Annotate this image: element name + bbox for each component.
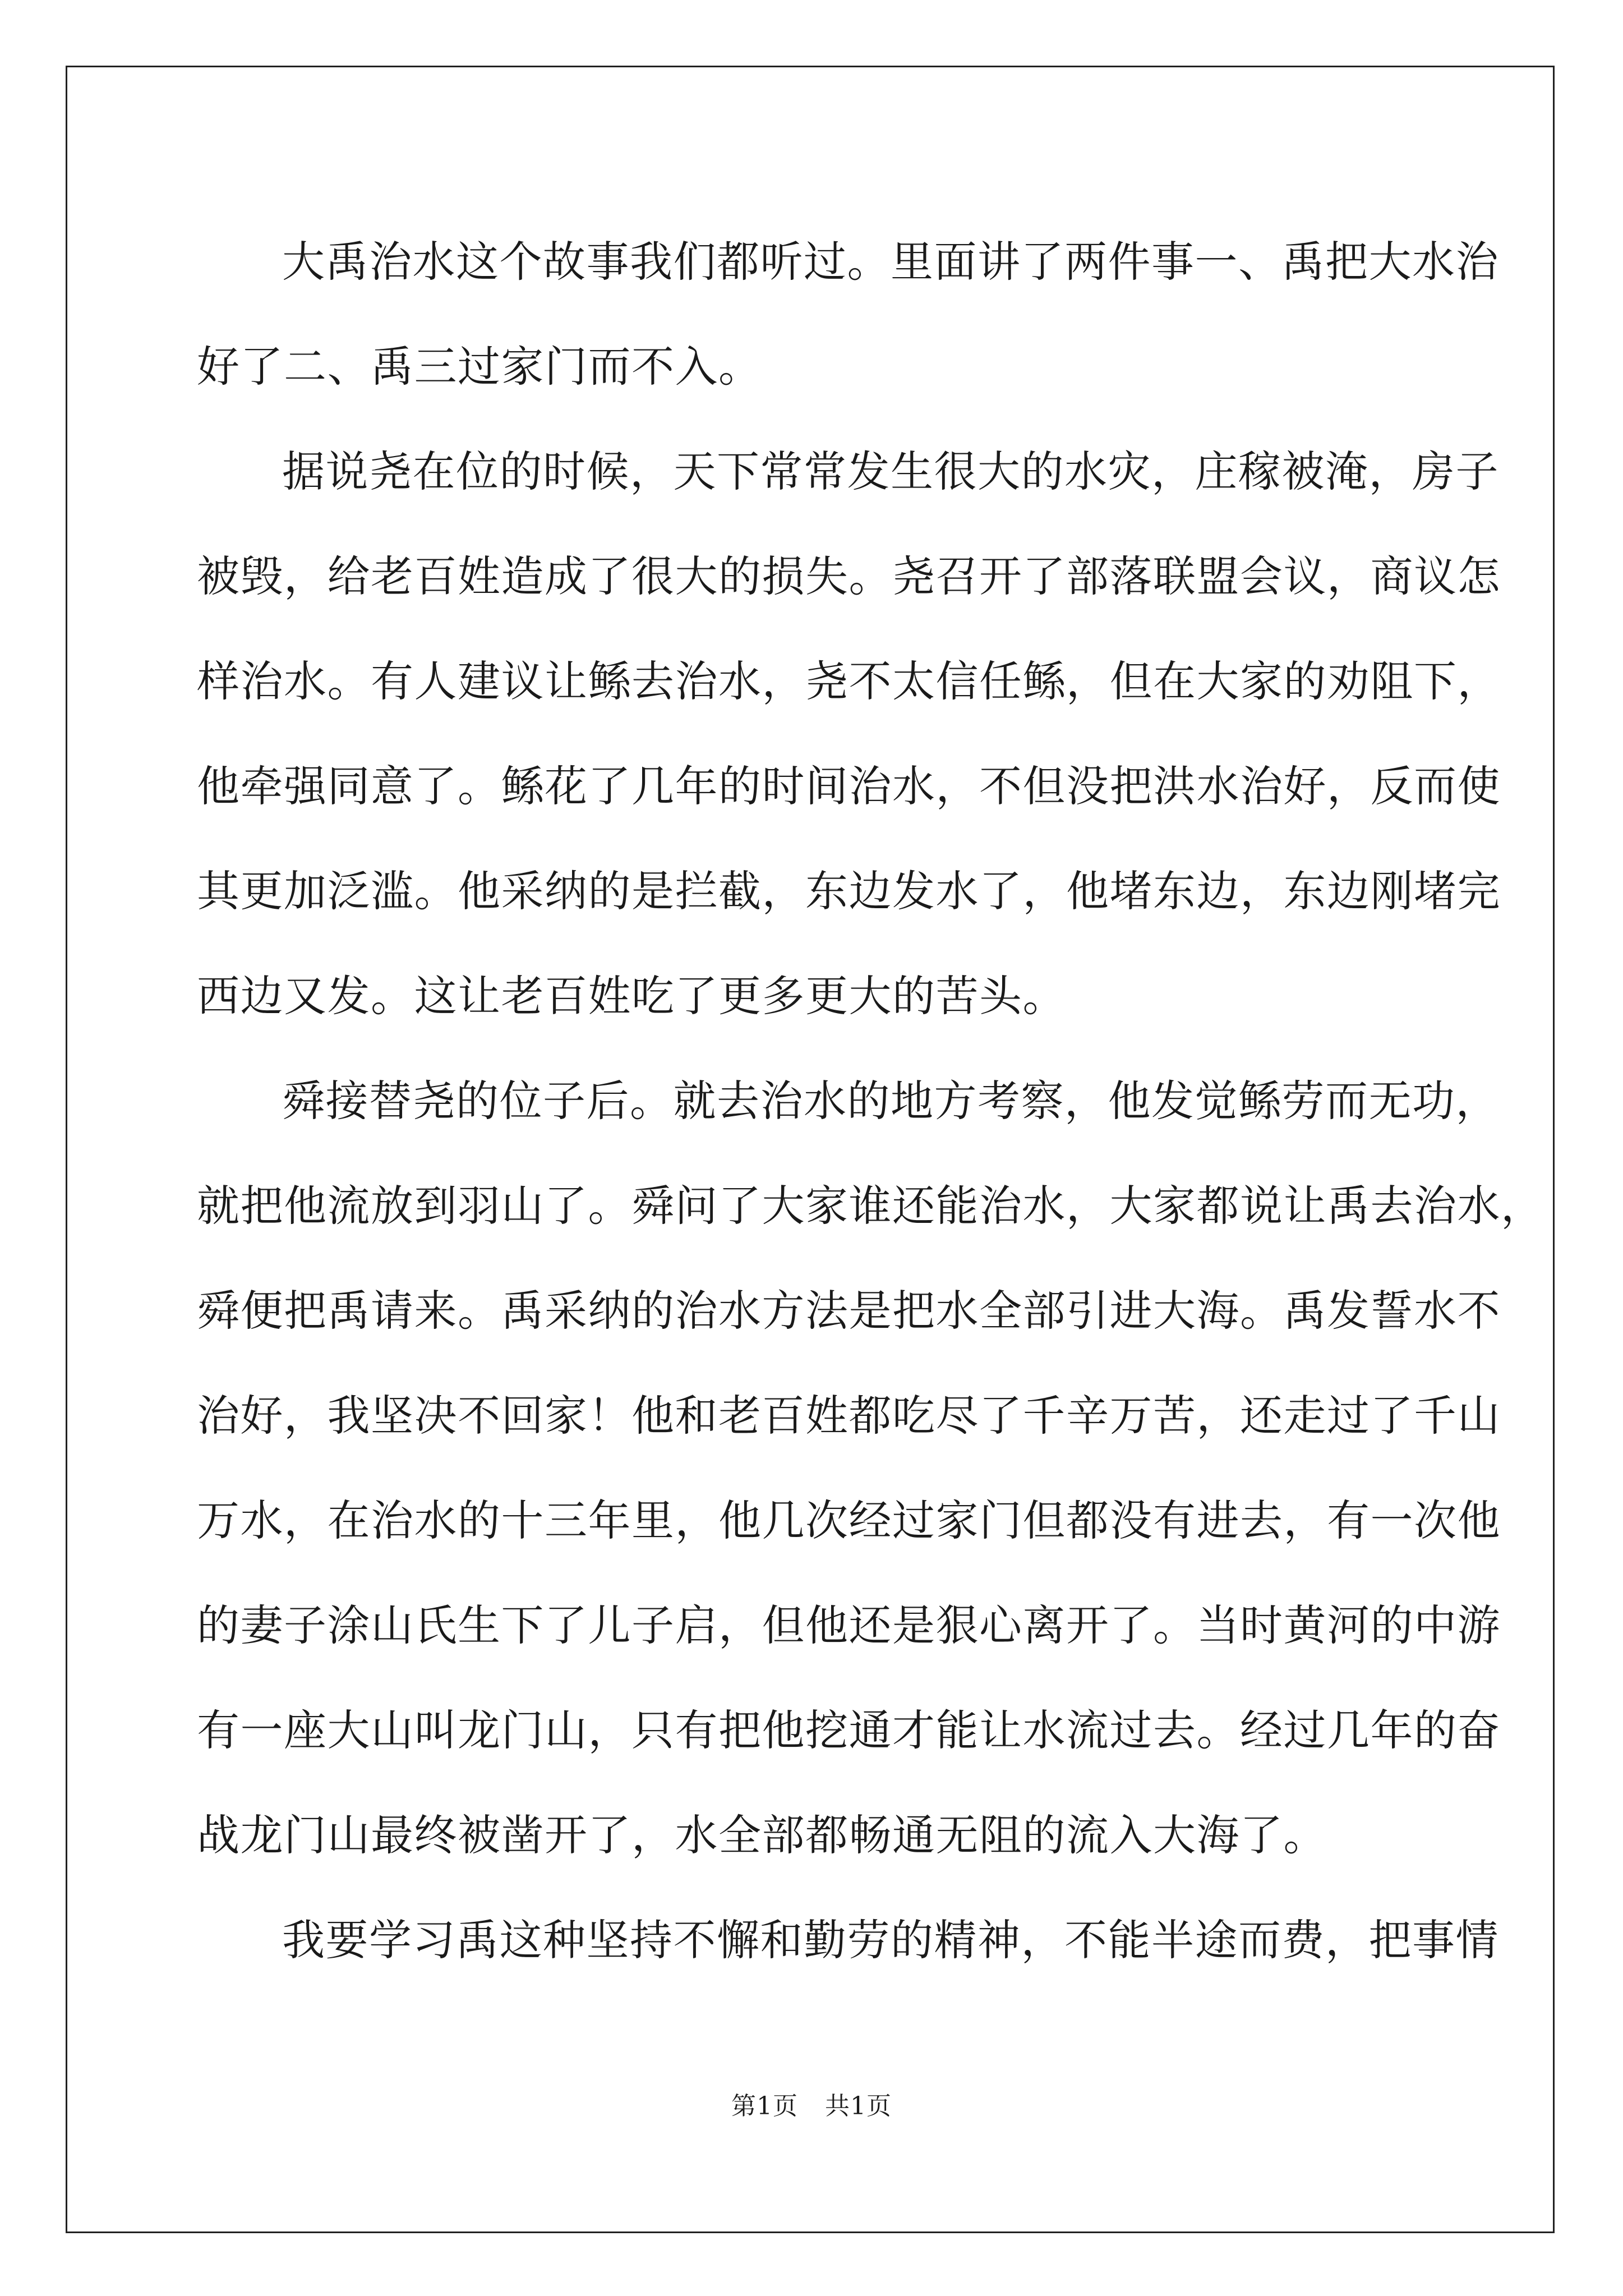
paragraph-line: 他牵强同意了。鲧花了几年的时间治水，不但没把洪水治好，反而使 bbox=[197, 761, 1501, 811]
paragraph-line: 战龙门山最终被凿开了，水全部都畅通无阻的流入大海了。 bbox=[197, 1810, 1327, 1860]
page-number: 第1页 bbox=[731, 2092, 798, 2120]
paragraph-1 bbox=[197, 209, 1499, 419]
paragraph-line: 舜接替尧的位子后。就去治水的地方考察，他发觉鲧劳而无功， bbox=[282, 1076, 1499, 1126]
paragraph-line: 大禹治水这个故事我们都听过。里面讲了两件事一、禹把大水治 bbox=[282, 237, 1499, 287]
paragraph-4 bbox=[197, 1888, 1499, 1993]
paragraph-line: 西边又发。这让老百姓吃了更多更大的苦头。 bbox=[197, 971, 1066, 1021]
paragraph-2 bbox=[197, 419, 1501, 1048]
paragraph-line: 样治水。有人建议让鲧去治水，尧不太信任鲧，但在大家的劝阻下， bbox=[197, 656, 1501, 706]
paragraph-line: 有一座大山叫龙门山，只有把他挖通才能让水流过去。经过几年的奋 bbox=[197, 1705, 1501, 1755]
paragraph-line: 其更加泛滥。他采纳的是拦截，东边发水了，他堵东边，东边刚堵完 bbox=[197, 866, 1501, 916]
page-total: 共1页 bbox=[825, 2092, 892, 2120]
page-footer bbox=[0, 2086, 1623, 2122]
paragraph-line: 据说尧在位的时候，天下常常发生很大的水灾，庄稼被淹，房子 bbox=[282, 447, 1499, 496]
paragraph-line: 舜便把禹请来。禹采纳的治水方法是把水全部引进大海。禹发誓水不 bbox=[197, 1286, 1501, 1336]
paragraph-line: 万水，在治水的十三年里，他几次经过家门但都没有进去，有一次他 bbox=[197, 1496, 1501, 1545]
paragraph-line: 好了二、禹三过家门而不入。 bbox=[197, 342, 762, 392]
paragraph-line: 被毁，给老百姓造成了很大的损失。尧召开了部落联盟会议，商议怎 bbox=[197, 551, 1501, 601]
paragraph-line: 治好，我坚决不回家！他和老百姓都吃尽了千辛万苦，还走过了千山 bbox=[197, 1391, 1501, 1441]
paragraph-line: 就把他流放到羽山了。舜问了大家谁还能治水，大家都说让禹去治水， bbox=[197, 1181, 1544, 1231]
paragraph-3 bbox=[197, 1048, 1544, 1888]
paragraph-line: 的妻子涂山氏生下了儿子启，但他还是狠心离开了。当时黄河的中游 bbox=[197, 1600, 1501, 1650]
document-body bbox=[197, 209, 1544, 1993]
paragraph-line: 我要学习禹这种坚持不懈和勤劳的精神，不能半途而费，把事情 bbox=[282, 1915, 1499, 1965]
